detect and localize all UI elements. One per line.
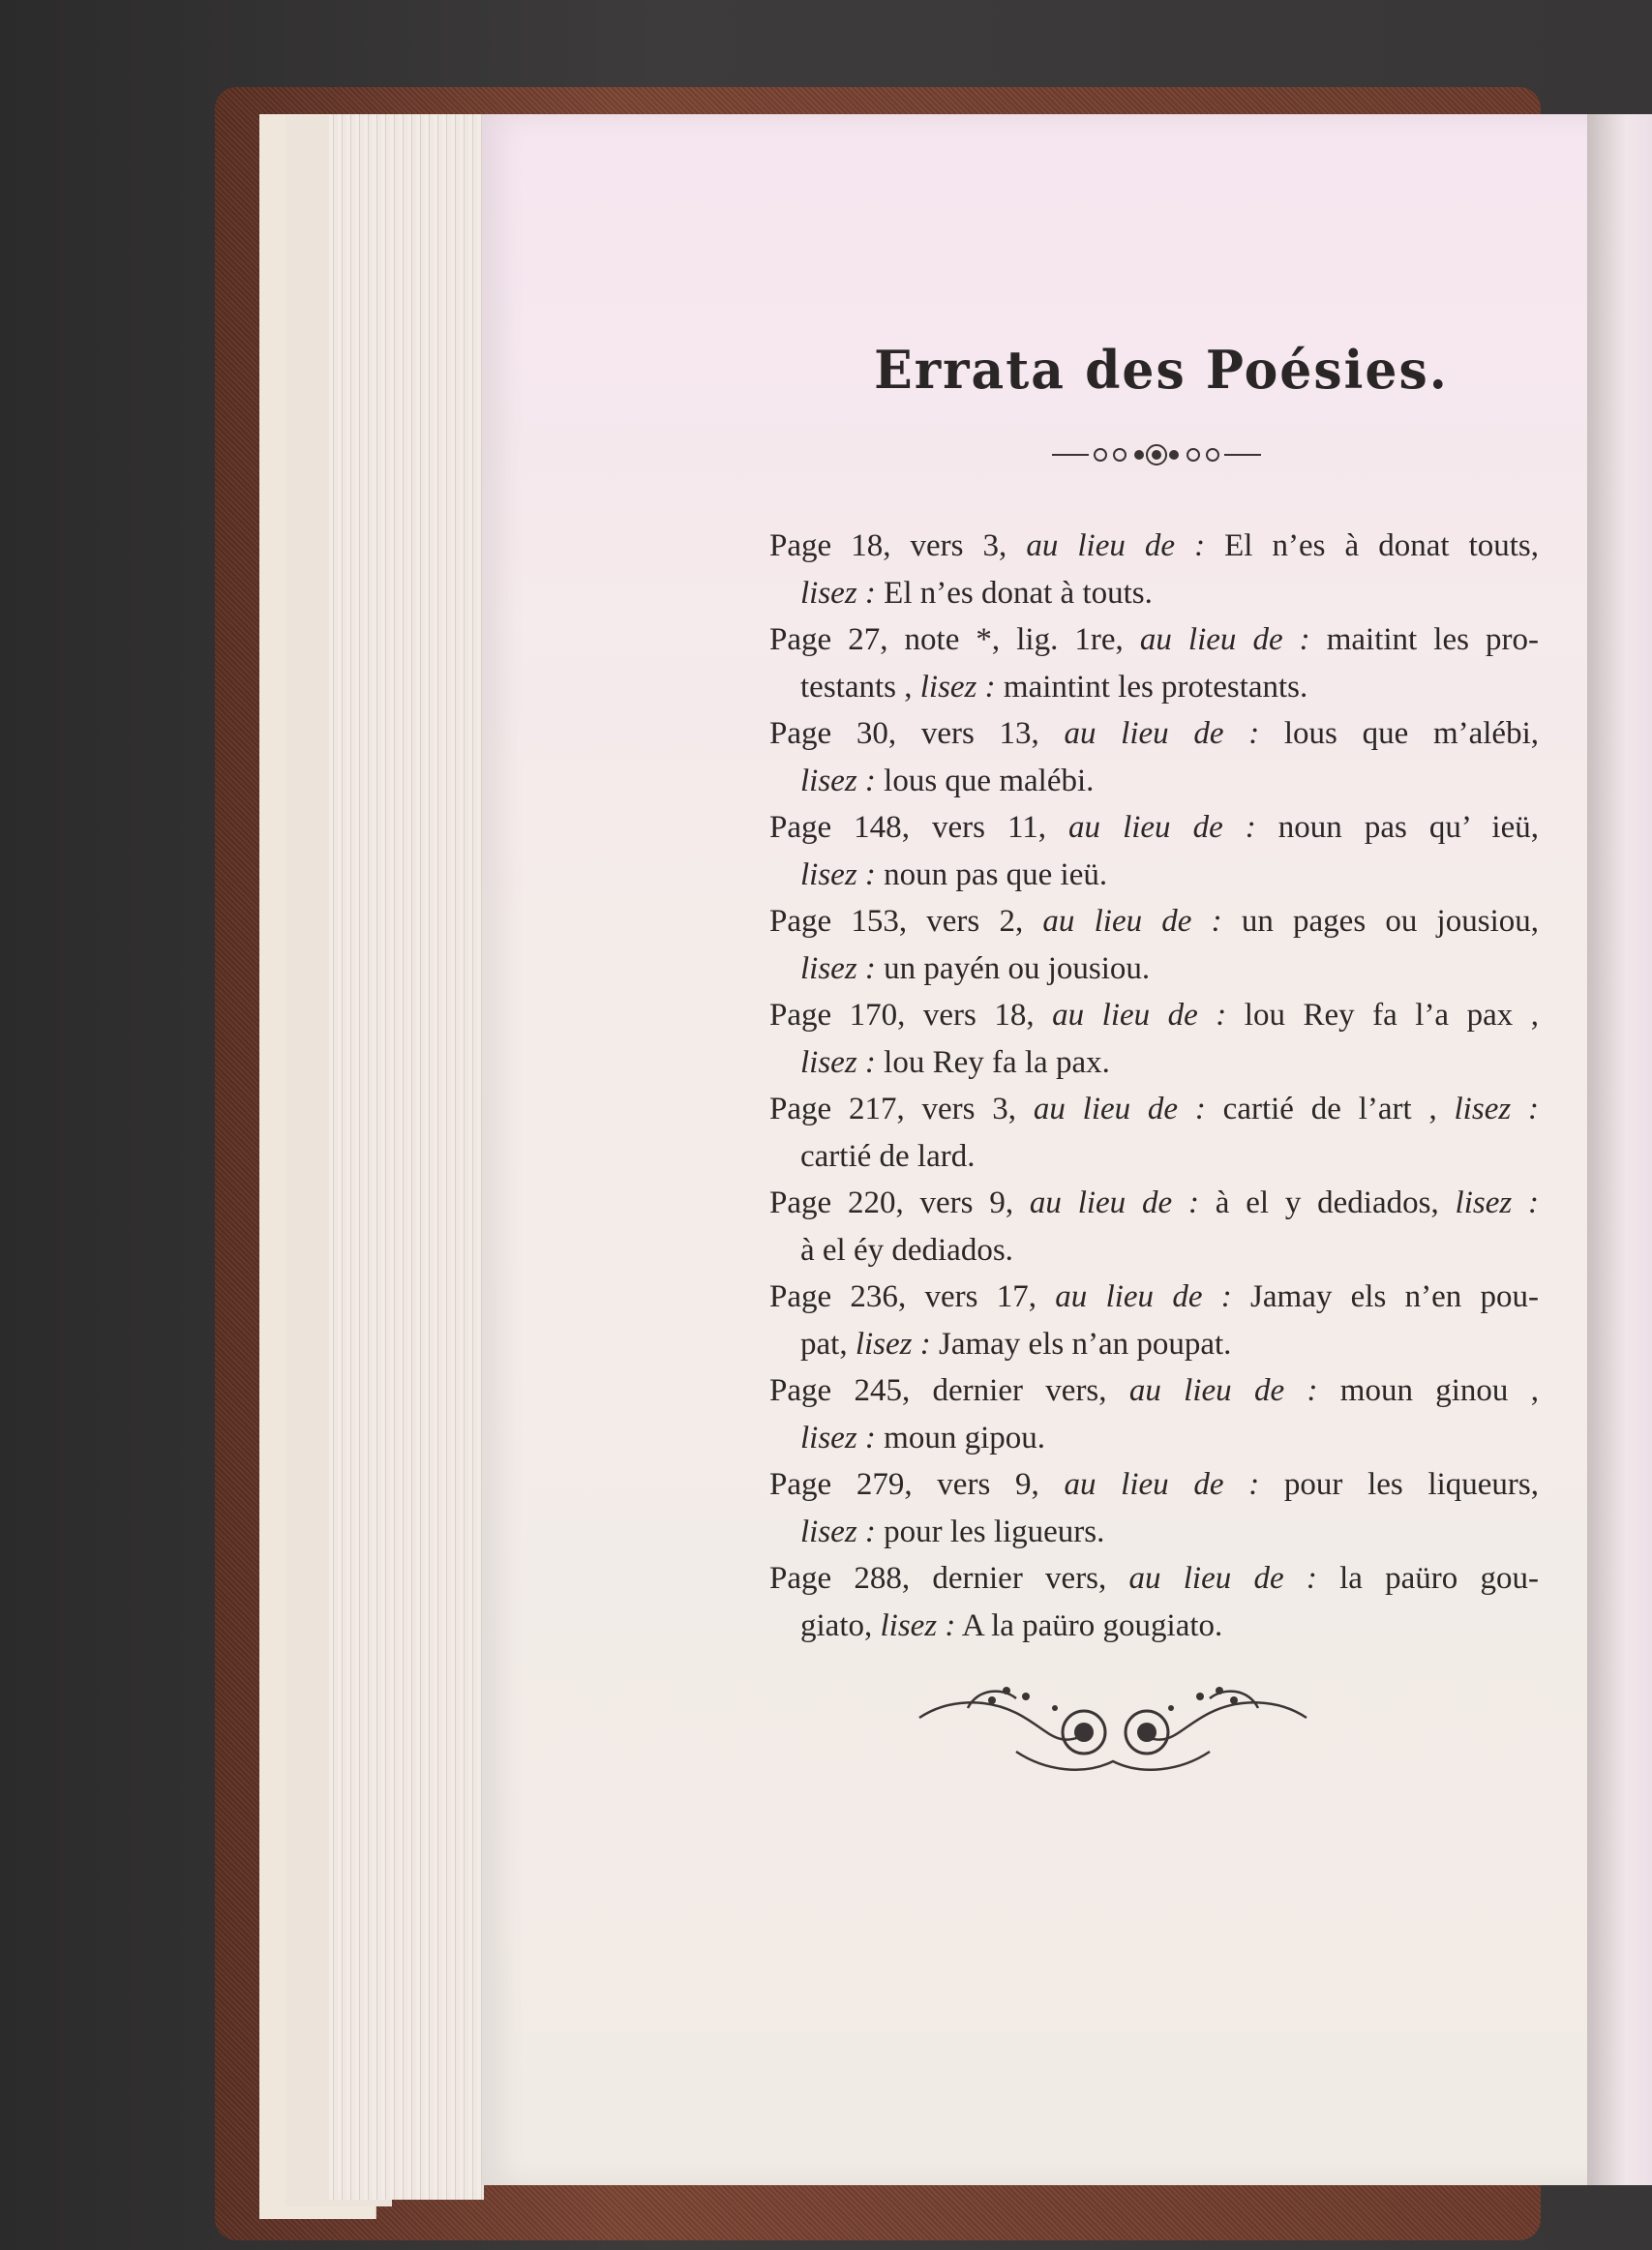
entry-au-lieu-de: au lieu de :	[1055, 1279, 1232, 1314]
entry-page: Page 148	[769, 810, 902, 845]
entry-lisez: lisez :	[919, 669, 996, 705]
entry-right: un payén ou jousiou.	[875, 950, 1151, 986]
errata-entry	[769, 1086, 1539, 1180]
entry-location: , dernier vers,	[901, 1561, 1129, 1596]
entry-page: Page 30	[769, 716, 888, 751]
entry-right: A la paüro gougiato.	[955, 1607, 1223, 1643]
entry-right: cartié de lard.	[800, 1138, 976, 1174]
entry-lisez: lisez :	[800, 575, 876, 611]
errata-entry	[769, 523, 1539, 616]
entry-location: , dernier vers,	[901, 1373, 1129, 1408]
floral-flourish-icon	[910, 1679, 1316, 1785]
entry-au-lieu-de: au lieu de :	[1064, 1467, 1260, 1502]
entry-lisez: lisez :	[800, 1514, 876, 1549]
entry-location: , vers 3,	[883, 528, 1027, 563]
facing-page-edge	[1587, 114, 1652, 2185]
errata-entry	[769, 1274, 1539, 1367]
entry-right: moun gipou.	[875, 1420, 1046, 1455]
entry-page: Page 27	[769, 622, 881, 657]
entry-wrong: la paüro gou-	[1316, 1561, 1539, 1596]
entry-au-lieu-de: au lieu de :	[1128, 1561, 1317, 1596]
entry-page: Page 18	[769, 528, 884, 563]
entry-right: El n’es donat à touts.	[875, 575, 1153, 611]
entry-location: , vers 9,	[904, 1467, 1065, 1502]
entry-right: lous que malébi.	[875, 763, 1095, 798]
entry-wrong-continued: giato,	[800, 1607, 881, 1643]
entry-right: noun pas que ieü.	[875, 856, 1108, 892]
entry-wrong: un pages ou jousiou,	[1221, 904, 1539, 939]
errata-list	[769, 523, 1539, 1649]
entry-au-lieu-de: au lieu de :	[1042, 904, 1222, 939]
entry-au-lieu-de: au lieu de :	[1033, 1092, 1206, 1126]
entry-location: , vers 11,	[901, 810, 1069, 845]
entry-wrong: noun pas qu’ ieü,	[1255, 810, 1539, 845]
entry-au-lieu-de: au lieu de :	[1139, 622, 1310, 657]
entry-au-lieu-de: au lieu de :	[1128, 1373, 1318, 1408]
errata-entry	[769, 1461, 1539, 1555]
entry-lisez: lisez :	[1454, 1092, 1539, 1126]
entry-au-lieu-de: au lieu de :	[1064, 716, 1260, 751]
errata-entry	[769, 1555, 1539, 1649]
entry-lisez: lisez :	[800, 950, 876, 986]
entry-wrong-continued: pat,	[800, 1326, 856, 1362]
errata-entry	[769, 804, 1539, 898]
entry-wrong: à el y dediados,	[1198, 1185, 1456, 1220]
errata-entry	[769, 898, 1539, 992]
entry-wrong: El n’es à donat touts,	[1205, 528, 1540, 563]
errata-entry	[769, 616, 1539, 710]
entry-au-lieu-de: au lieu de :	[1052, 998, 1227, 1033]
ornament-rule-icon	[1050, 440, 1263, 469]
entry-wrong: pour les liqueurs,	[1259, 1467, 1540, 1502]
entry-location: , note *, lig. 1re,	[880, 622, 1140, 657]
entry-right: à el éy dediados.	[800, 1232, 1013, 1268]
entry-location: , vers 3,	[896, 1092, 1034, 1126]
errata-entry	[769, 1180, 1539, 1274]
entry-lisez: lisez :	[800, 1044, 876, 1080]
entry-page: Page 217	[769, 1092, 897, 1126]
entry-wrong: lous que m’alébi,	[1259, 716, 1539, 751]
entry-wrong: moun ginou ,	[1317, 1373, 1540, 1408]
entry-wrong: cartié de l’art ,	[1205, 1092, 1455, 1126]
entry-page: Page 220	[769, 1185, 896, 1220]
entry-wrong: maitint les pro-	[1309, 622, 1539, 657]
entry-lisez: lisez :	[1455, 1185, 1539, 1220]
entry-lisez: lisez :	[800, 1420, 876, 1455]
errata-entry	[769, 1367, 1539, 1461]
entry-right: lou Rey fa la pax.	[875, 1044, 1110, 1080]
entry-location: , vers 17,	[897, 1279, 1056, 1314]
entry-au-lieu-de: au lieu de :	[1026, 528, 1206, 563]
entry-wrong: Jamay els n’en pou-	[1231, 1279, 1539, 1314]
entry-wrong-continued: testants ,	[800, 669, 920, 705]
entry-lisez: lisez :	[880, 1607, 956, 1643]
entry-page: Page 288	[769, 1561, 902, 1596]
entry-right: pour les ligueurs.	[875, 1514, 1105, 1549]
entry-au-lieu-de: au lieu de :	[1068, 810, 1256, 845]
entry-right: maintint les protestants.	[995, 669, 1308, 705]
entry-page: Page 279	[769, 1467, 905, 1502]
entry-page: Page 245	[769, 1373, 902, 1408]
entry-right: Jamay els n’an poupat.	[930, 1326, 1232, 1362]
entry-page: Page 170	[769, 998, 898, 1033]
entry-au-lieu-de: au lieu de :	[1029, 1185, 1199, 1220]
entry-lisez: lisez :	[800, 856, 876, 892]
entry-location: , vers 2,	[898, 904, 1043, 939]
entry-lisez: lisez :	[800, 763, 876, 798]
entry-location: , vers 13,	[887, 716, 1065, 751]
page-edges	[329, 114, 484, 2200]
entry-wrong: lou Rey fa l’a pax ,	[1226, 998, 1539, 1033]
entry-page: Page 153	[769, 904, 899, 939]
entry-page: Page 236	[769, 1279, 898, 1314]
entry-location: , vers 18,	[897, 998, 1053, 1033]
errata-entry	[769, 992, 1539, 1086]
page-title: Errata des Poésies.	[874, 339, 1449, 402]
errata-entry	[769, 710, 1539, 804]
entry-location: , vers 9,	[895, 1185, 1030, 1220]
entry-lisez: lisez :	[855, 1326, 931, 1362]
